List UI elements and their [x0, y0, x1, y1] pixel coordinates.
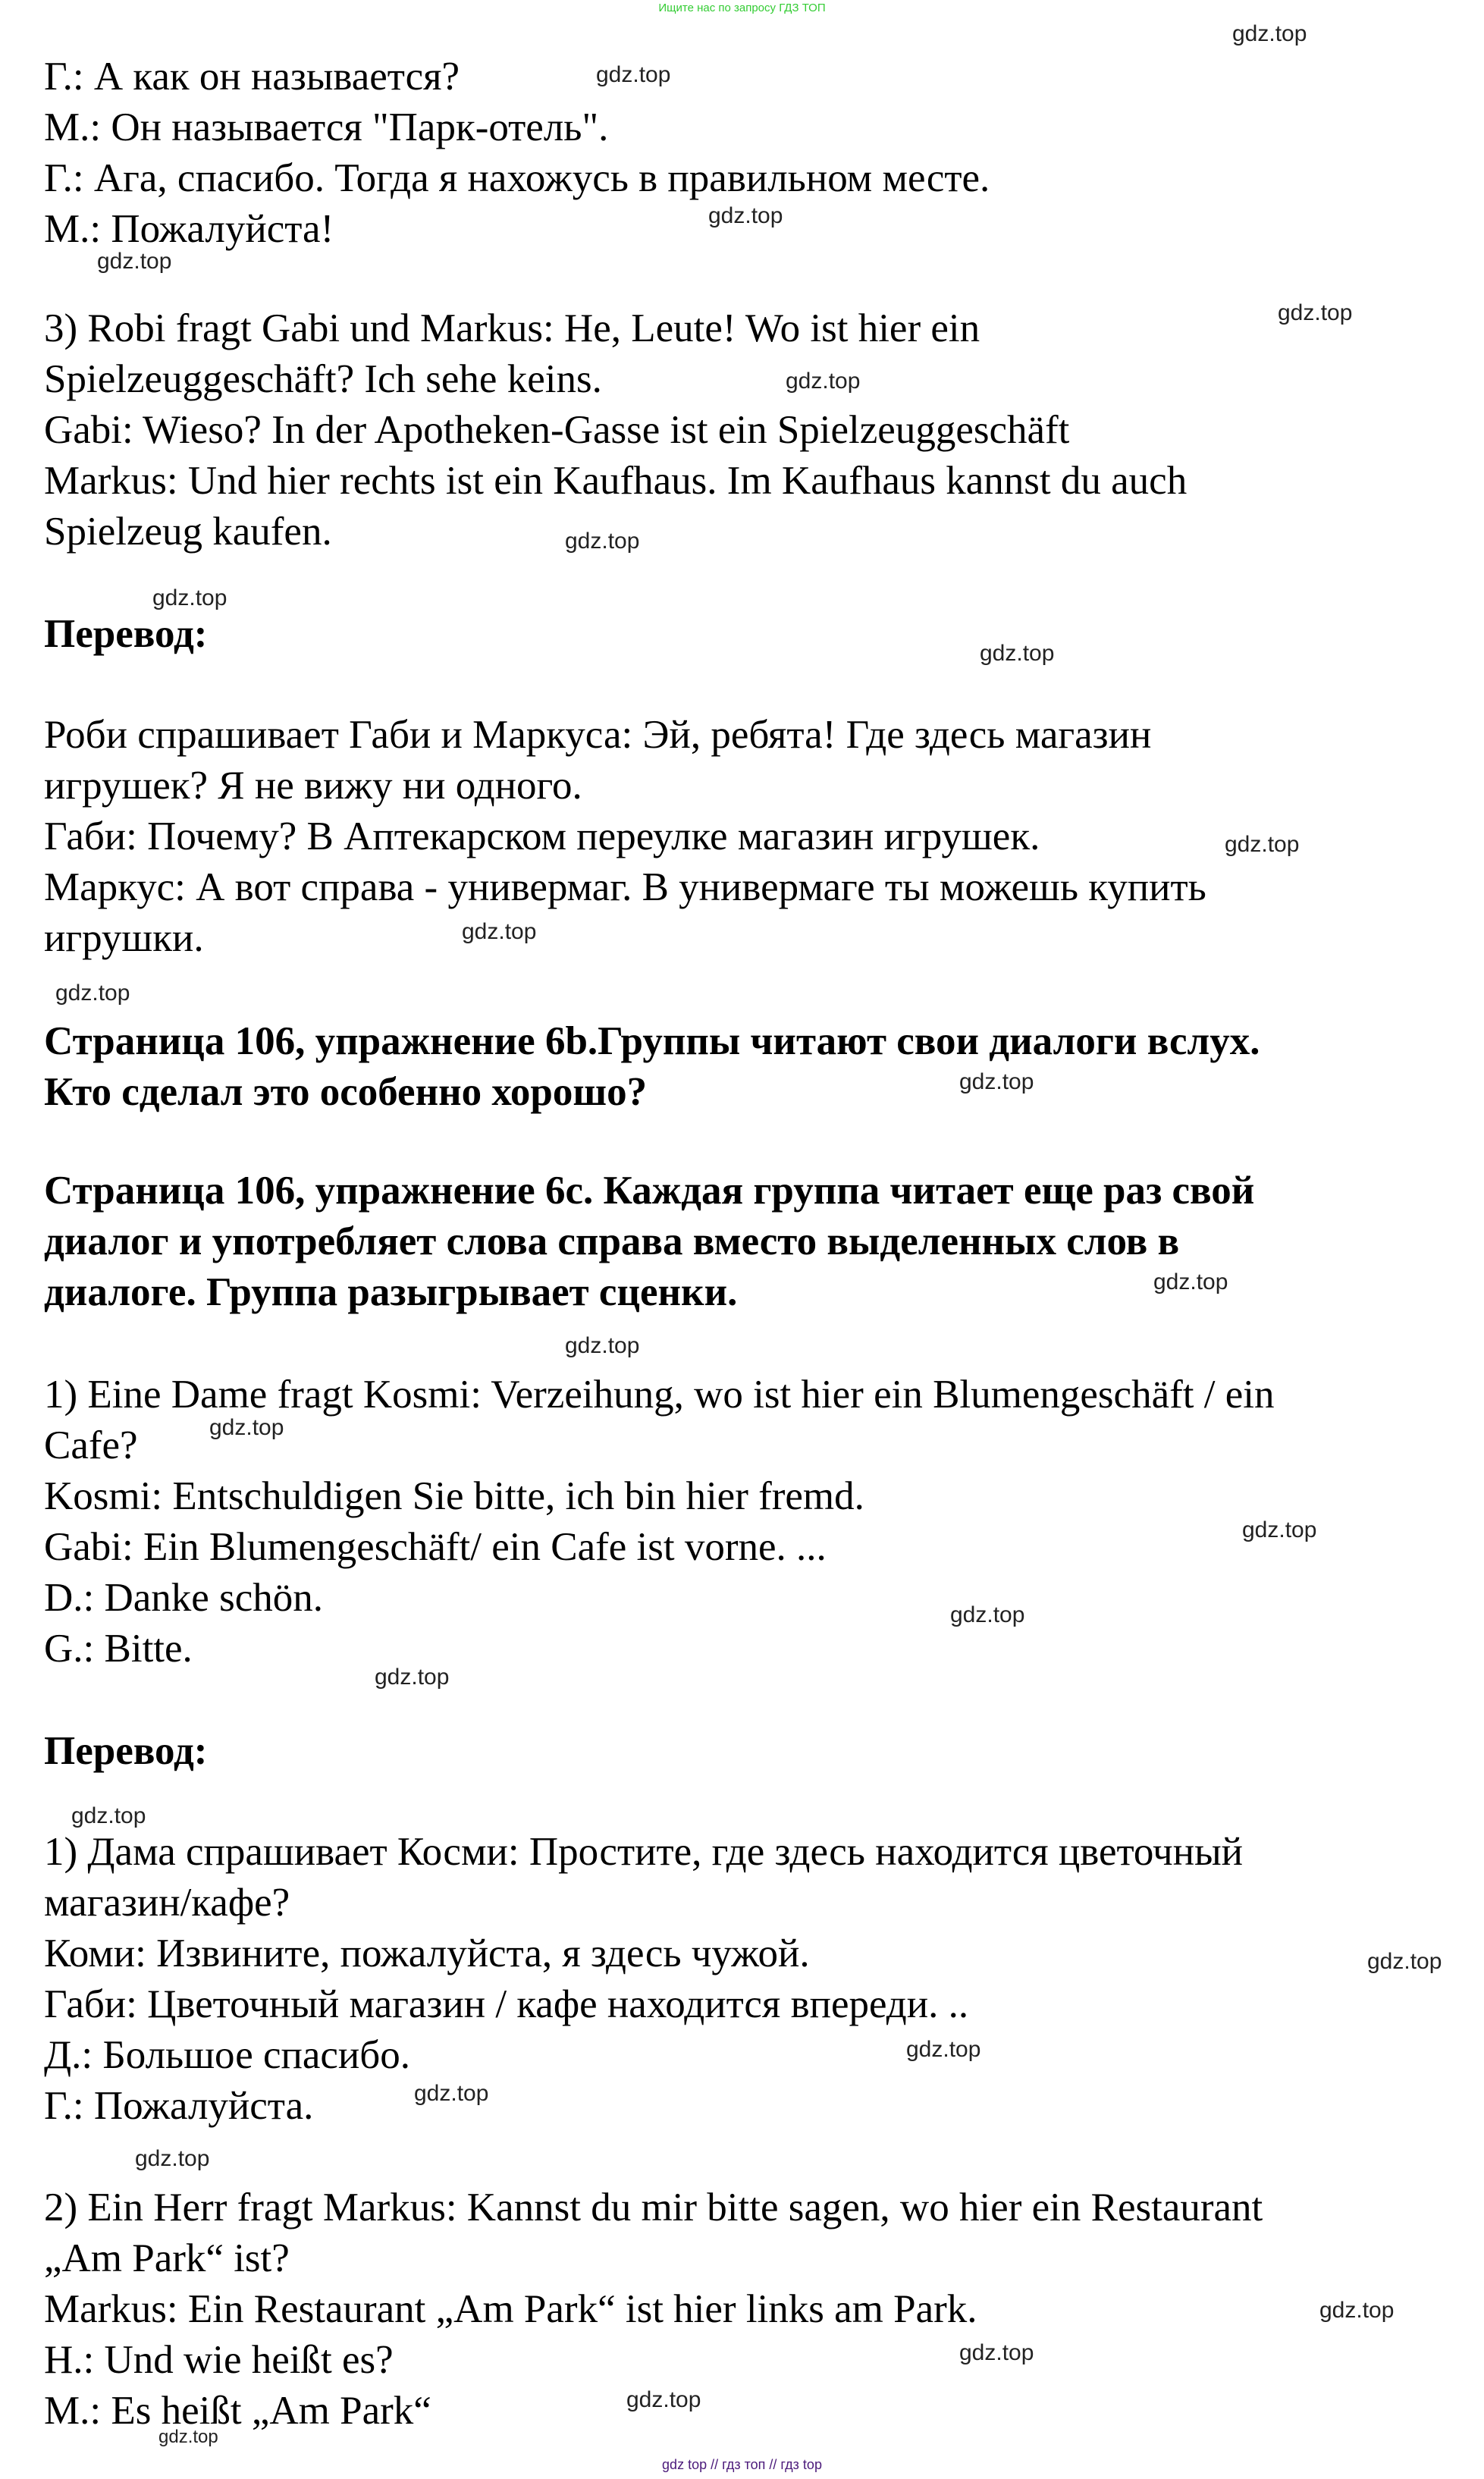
watermark: gdz.top: [152, 585, 227, 610]
text-line: М.: Он называется "Парк-отель".: [44, 105, 609, 149]
watermark: gdz.top: [55, 981, 130, 1006]
text-line: Cafe?: [44, 1423, 138, 1467]
text-line: Markus: Ein Restaurant „Am Park“ ist hier links am Park.: [44, 2287, 977, 2331]
watermark: gdz.top: [97, 249, 172, 274]
text-line: магазин/кафе?: [44, 1881, 290, 1925]
text-line: 2) Ein Herr fragt Markus: Kannst du mir bitte sagen, wo hier ein Restaurant: [44, 2186, 1263, 2230]
watermark: gdz.top: [1232, 21, 1307, 46]
watermark: gdz.top: [1153, 1269, 1228, 1294]
text-line: Spielzeuggeschäft? Ich sehe keins.: [44, 357, 602, 401]
text-line: Г.: Пожалуйста.: [44, 2084, 314, 2128]
text-line: Kosmi: Entschuldigen Sie bitte, ich bin hier fremd.: [44, 1474, 864, 1518]
text-line: Г.: Ага, спасибо. Тогда я нахожусь в правильном месте.: [44, 156, 990, 200]
watermark: gdz.top: [950, 1602, 1025, 1627]
exercise-heading: Страница 106, упражнение 6b.Группы читают свои диалоги вслух.: [44, 1019, 1260, 1063]
watermark: gdz.top: [1225, 832, 1300, 857]
watermark: gdz.top: [906, 2037, 981, 2062]
watermark: gdz.top: [1319, 2298, 1395, 2323]
text-line: H.: Und wie heißt es?: [44, 2338, 394, 2382]
text-line: G.: Bitte.: [44, 1627, 193, 1671]
text-line: Коми: Извините, пожалуйста, я здесь чужой.: [44, 1931, 810, 1975]
text-line: 1) Дама спрашивает Косми: Простите, где здесь находится цветочный: [44, 1830, 1244, 1874]
text-line: Габи: Почему? В Аптекарском переулке магазин игрушек.: [44, 814, 1040, 858]
watermark: gdz.top: [1242, 1517, 1317, 1542]
text-line: Gabi: Wieso? In der Apotheken-Gasse ist ein Spielzeuggeschäft: [44, 408, 1070, 452]
text-line: игрушки.: [44, 916, 204, 960]
text-line: M.: Es heißt „Am Park“: [44, 2389, 431, 2433]
text-line: Gabi: Ein Blumengeschäft/ ein Cafe ist vorne. ...: [44, 1525, 827, 1569]
watermark: gdz.top: [1367, 1949, 1442, 1974]
watermark: gdz.top: [980, 641, 1055, 666]
exercise-heading: Кто сделал это особенно хорошо?: [44, 1070, 648, 1114]
text-line: игрушек? Я не вижу ни одного.: [44, 764, 582, 808]
text-line: Markus: Und hier rechts ist ein Kaufhaus. Im Kaufhaus kannst du auch: [44, 459, 1188, 503]
text-line: 3) Robi fragt Gabi und Markus: He, Leute! Wo ist hier ein: [44, 306, 980, 350]
watermark: gdz.top: [209, 1415, 284, 1440]
watermark: gdz.top: [135, 2146, 210, 2171]
top-banner: Ищите нас по запросу ГДЗ ТОП: [658, 2, 826, 14]
text-line: Spielzeug kaufen.: [44, 510, 332, 554]
watermark: gdz.top: [959, 1069, 1034, 1094]
watermark: gdz.top: [565, 529, 640, 554]
text-line: „Am Park“ ist?: [44, 2236, 290, 2280]
watermark: gdz.top: [158, 2427, 218, 2447]
watermark: gdz.top: [596, 62, 671, 87]
watermark: gdz.top: [786, 369, 861, 394]
section-heading: Перевод:: [44, 1729, 208, 1773]
exercise-heading: диалоге. Группа разыгрывает сценки.: [44, 1270, 738, 1314]
text-line: Г.: А как он называется?: [44, 55, 460, 99]
text-line: Маркус: А вот справа - универмаг. В универмаге ты можешь купить: [44, 865, 1206, 909]
exercise-heading: диалог и употребляет слова справа вместо выделенных слов в: [44, 1219, 1180, 1263]
watermark: gdz.top: [462, 919, 537, 944]
watermark: gdz.top: [375, 1665, 450, 1690]
watermark: gdz.top: [414, 2081, 489, 2106]
watermark: gdz.top: [1278, 300, 1353, 325]
watermark: gdz.top: [626, 2387, 701, 2412]
text-line: Д.: Большое спасибо.: [44, 2033, 410, 2077]
footer: gdz top // гдз топ // гдз top: [662, 2457, 822, 2472]
watermark: gdz.top: [959, 2340, 1034, 2365]
text-line: Роби спрашивает Габи и Маркуса: Эй, ребята! Где здесь магазин: [44, 713, 1152, 757]
section-heading: Перевод:: [44, 612, 208, 656]
text-line: 1) Eine Dame fragt Kosmi: Verzeihung, wo ist hier ein Blumengeschäft / ein: [44, 1373, 1275, 1417]
text-line: Габи: Цветочный магазин / кафе находится впереди. ..: [44, 1982, 969, 2026]
text-line: М.: Пожалуйста!: [44, 207, 334, 251]
text-line: D.: Danke schön.: [44, 1576, 323, 1620]
watermark: gdz.top: [71, 1803, 146, 1828]
watermark: gdz.top: [565, 1333, 640, 1358]
exercise-heading: Страница 106, упражнение 6c. Каждая группа читает еще раз свой: [44, 1169, 1255, 1213]
watermark: gdz.top: [708, 203, 783, 228]
